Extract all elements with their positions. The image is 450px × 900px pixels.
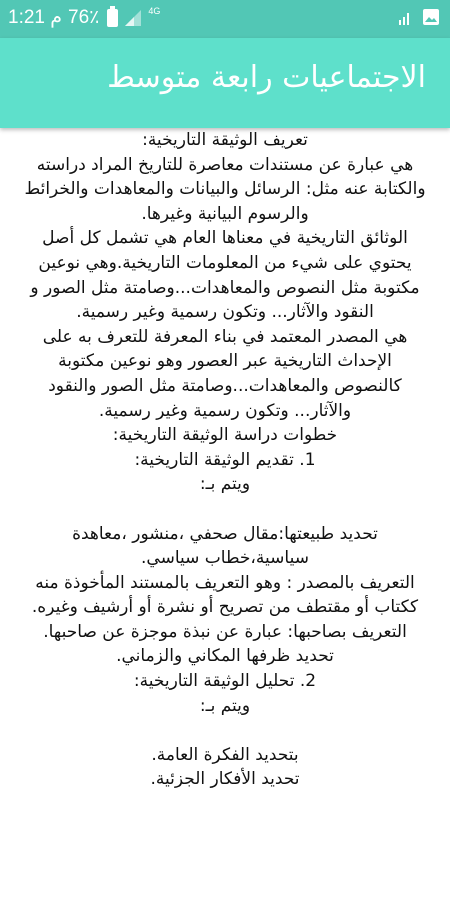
content-line: بتحديد الفكرة العامة. bbox=[151, 744, 299, 765]
content-line: والرسوم البيانية وغيرها. bbox=[141, 203, 309, 224]
content-line: مكتوبة مثل النصوص والمعاهدات...وصامتة مثل الصور و bbox=[30, 277, 420, 298]
battery-percent: 76٪ bbox=[68, 7, 100, 28]
content-line: 1. تقديم الوثيقة التاريخية: bbox=[134, 449, 316, 470]
sim-signal-icon bbox=[398, 8, 412, 26]
content-line: التعريف بالمصدر : وهو التعريف بالمستند المأخوذة منه bbox=[35, 572, 415, 593]
content-line: تحديد ظرفها المكاني والزماني. bbox=[116, 646, 334, 667]
content-line: ويتم بـ: bbox=[199, 474, 251, 495]
content-line: هي المصدر المعتمد في بناء المعرفة للتعرف به على bbox=[42, 326, 408, 347]
battery-icon bbox=[107, 9, 118, 27]
content-line bbox=[8, 497, 442, 522]
status-right bbox=[398, 8, 440, 26]
image-notification-icon bbox=[422, 8, 440, 26]
content-line: 2. تحليل الوثيقة التاريخية: bbox=[133, 671, 317, 692]
content-line: تحديد طبيعتها:مقال صحفي ،منشور ،معاهدة bbox=[72, 523, 378, 544]
content-line: الوثائق التاريخية في معناها العام هي تشمل كل أصل bbox=[42, 228, 408, 249]
content-line: تحديد الأفكار الجزئية. bbox=[150, 769, 300, 790]
content-line: والكتابة عنه مثل: الرسائل والبيانات والمعاهدات والخرائط bbox=[24, 179, 426, 200]
content-line: هي عبارة عن مستندات معاصرة للتاريخ المراد دراسته bbox=[36, 154, 414, 175]
content-line: تعريف الوثيقة التاريخية: bbox=[142, 130, 308, 150]
clock: 1:21 م bbox=[8, 7, 63, 28]
app-bar bbox=[0, 38, 450, 128]
content-line: ويتم بـ: bbox=[199, 695, 251, 716]
content-line: النقود والآثار... وتكون رسمية وغير رسمية. bbox=[76, 302, 374, 323]
content-line bbox=[8, 718, 442, 743]
content-line: الإحداث التاريخية عبر العصور وهو نوعين مكتوبة bbox=[58, 351, 392, 372]
content-line: ككتاب أو مقتطف من تصريح أو نشرة أو أرشيف وغيره. bbox=[31, 597, 419, 618]
content-line: كالنصوص والمعاهدات...وصامتة مثل الصور والنقود bbox=[48, 375, 402, 396]
article-content[interactable] bbox=[8, 128, 442, 900]
network-type: 4G bbox=[148, 6, 161, 16]
content-line: خطوات دراسة الوثيقة التاريخية: bbox=[112, 425, 338, 446]
content-line: والآثار... وتكون رسمية وغير رسمية. bbox=[98, 400, 352, 421]
content-line: التعريف بصاحبها: عبارة عن نبذة موجزة عن صاحبها. bbox=[43, 621, 407, 642]
content-line: سياسية،خطاب سياسي. bbox=[141, 548, 309, 569]
content-line: يحتوي على شيء من المعلومات التاريخية.وهي نوعين bbox=[38, 252, 412, 273]
status-left bbox=[8, 6, 160, 29]
signal-icon bbox=[124, 9, 142, 27]
page-title: الاجتماعيات رابعة متوسط bbox=[107, 60, 426, 95]
status-bar bbox=[0, 0, 450, 38]
